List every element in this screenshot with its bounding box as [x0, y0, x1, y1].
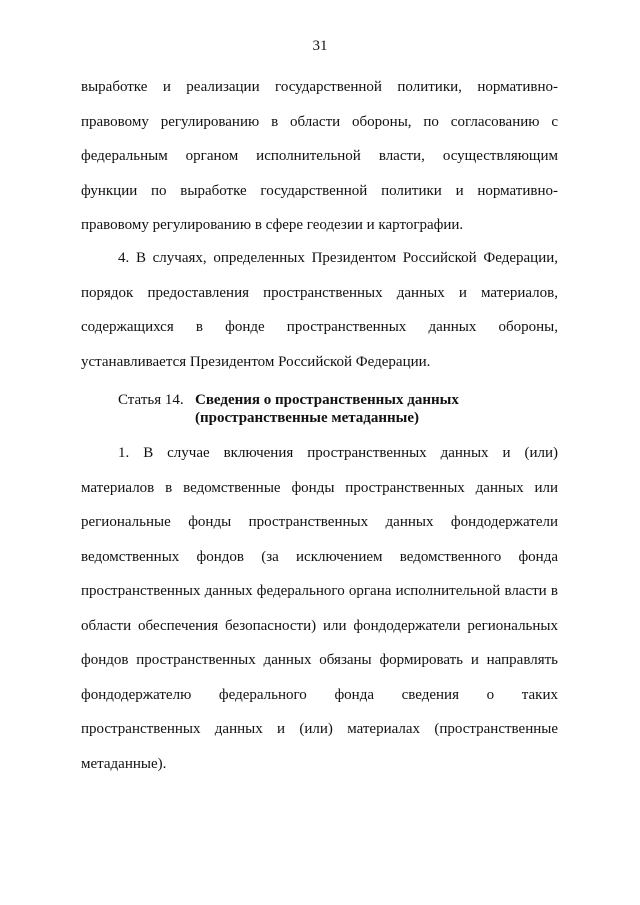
article-heading: [118, 391, 558, 427]
paragraph-line: 4. В случаях, определенных Президентом Российской Федерации,: [118, 250, 558, 266]
article-title: [195, 391, 535, 427]
paragraph-line: выработке и реализации государственной политики, нормативно-: [81, 79, 558, 95]
paragraph-line: пространственных данных федерального органа исполнительной власти в: [81, 583, 558, 599]
paragraph-line: правовому регулированию в сфере геодезии и картографии.: [81, 217, 464, 233]
paragraph-line: правовому регулированию в области обороны, по согласованию с: [81, 113, 558, 130]
paragraph-line: порядок предоставления пространственных данных и материалов,: [81, 284, 558, 301]
paragraph-line: функции по выработке государственной политики и нормативно-: [81, 182, 558, 199]
article-title-line: (пространственные метаданные): [195, 410, 420, 426]
paragraph-continuation: [81, 70, 558, 243]
paragraph-item-1: [81, 436, 558, 781]
paragraph-line: метаданные).: [81, 755, 167, 772]
article-label: Статья 14.: [118, 392, 184, 408]
article-title-line: Сведения о пространственных данных: [195, 392, 459, 408]
paragraph-line: содержащихся в фонде пространственных данных обороны,: [81, 319, 558, 335]
paragraph-line: пространственных данных и (или) материалах (пространственные: [81, 721, 558, 737]
paragraph-line: региональные фонды пространственных данных фондодержатели: [81, 514, 558, 530]
paragraph-line: устанавливается Президентом Российской Федерации.: [81, 353, 431, 370]
paragraph-item-4: [81, 241, 558, 379]
paragraph-line: материалов в ведомственные фонды пространственных данных или: [81, 479, 558, 496]
page-number: 31: [312, 38, 328, 54]
paragraph-line: ведомственных фондов (за исключением ведомственного фонда: [81, 548, 558, 565]
paragraph-line: фондодержателю федерального фонда сведения о таких: [81, 686, 558, 703]
paragraph-line: области обеспечения безопасности) или фондодержатели региональных: [81, 617, 558, 634]
paragraph-line: федеральным органом исполнительной власти, осуществляющим: [81, 148, 558, 164]
paragraph-line: фондов пространственных данных обязаны формировать и направлять: [81, 652, 558, 668]
paragraph-line: 1. В случае включения пространственных данных и (или): [118, 445, 558, 461]
